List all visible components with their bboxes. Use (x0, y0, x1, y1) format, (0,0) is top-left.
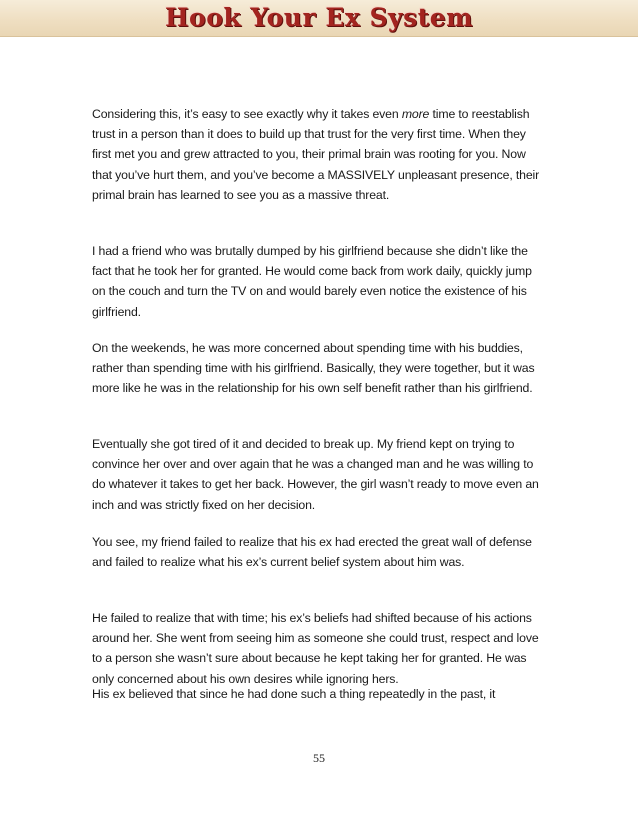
paragraph-1-emphasis: more (401, 107, 430, 121)
paragraph-6: He failed to realize that with time; his ex’s beliefs had shifted because of his actions around her. She went from seeing him as someone she could trust, respect and love to a person she wasn’t sure about because he kept taking her for granted. He was only concerned about his own desires while ignoring hers. (92, 611, 539, 686)
paragraph-1 (92, 104, 544, 205)
paragraph-2: I had a friend who was brutally dumped by his girlfriend because she didn’t like the fact that he took her for granted. He would come back from work daily, quickly jump on the couch and turn the TV on and would barely even notice the existence of his girlfriend. (92, 244, 532, 319)
paragraph-7: His ex believed that since he had done such a thing repeatedly in the past, it (92, 687, 496, 701)
paragraph-1-text-a: Considering this, it’s easy to see exactly why it takes even (92, 107, 402, 121)
book-title: Hook Your Ex System (164, 3, 474, 32)
page-number: 55 (313, 751, 325, 765)
paragraph-5: You see, my friend failed to realize that his ex had erected the great wall of defense and failed to realize what his ex’s current belief system about him was. (92, 535, 532, 570)
paragraph-3: On the weekends, he was more concerned about spending time with his buddies, rather than spending time with his girlfriend. Basically, they were together, but it was more like he was in the relationship for his own self benefit rather than his girlfriend. (92, 341, 535, 396)
paragraph-1-text-b: time to reestablish trust in a person than it does to build up that trust for the very first time. When they first met you and grew attracted to you, their primal brain was rooting for you. Now that you’ve hurt them, and you’ve become a MASSIVELY unpleasant presence, their primal brain has learned to see you as a massive threat. (92, 107, 540, 202)
header-band (0, 0, 638, 37)
paragraph-4: Eventually she got tired of it and decided to break up. My friend kept on trying to convince her over and over again that he was a changed man and he was willing to do whatever it takes to get her back. However, the girl wasn’t ready to move even an inch and was strictly fixed on her decision. (92, 437, 539, 512)
